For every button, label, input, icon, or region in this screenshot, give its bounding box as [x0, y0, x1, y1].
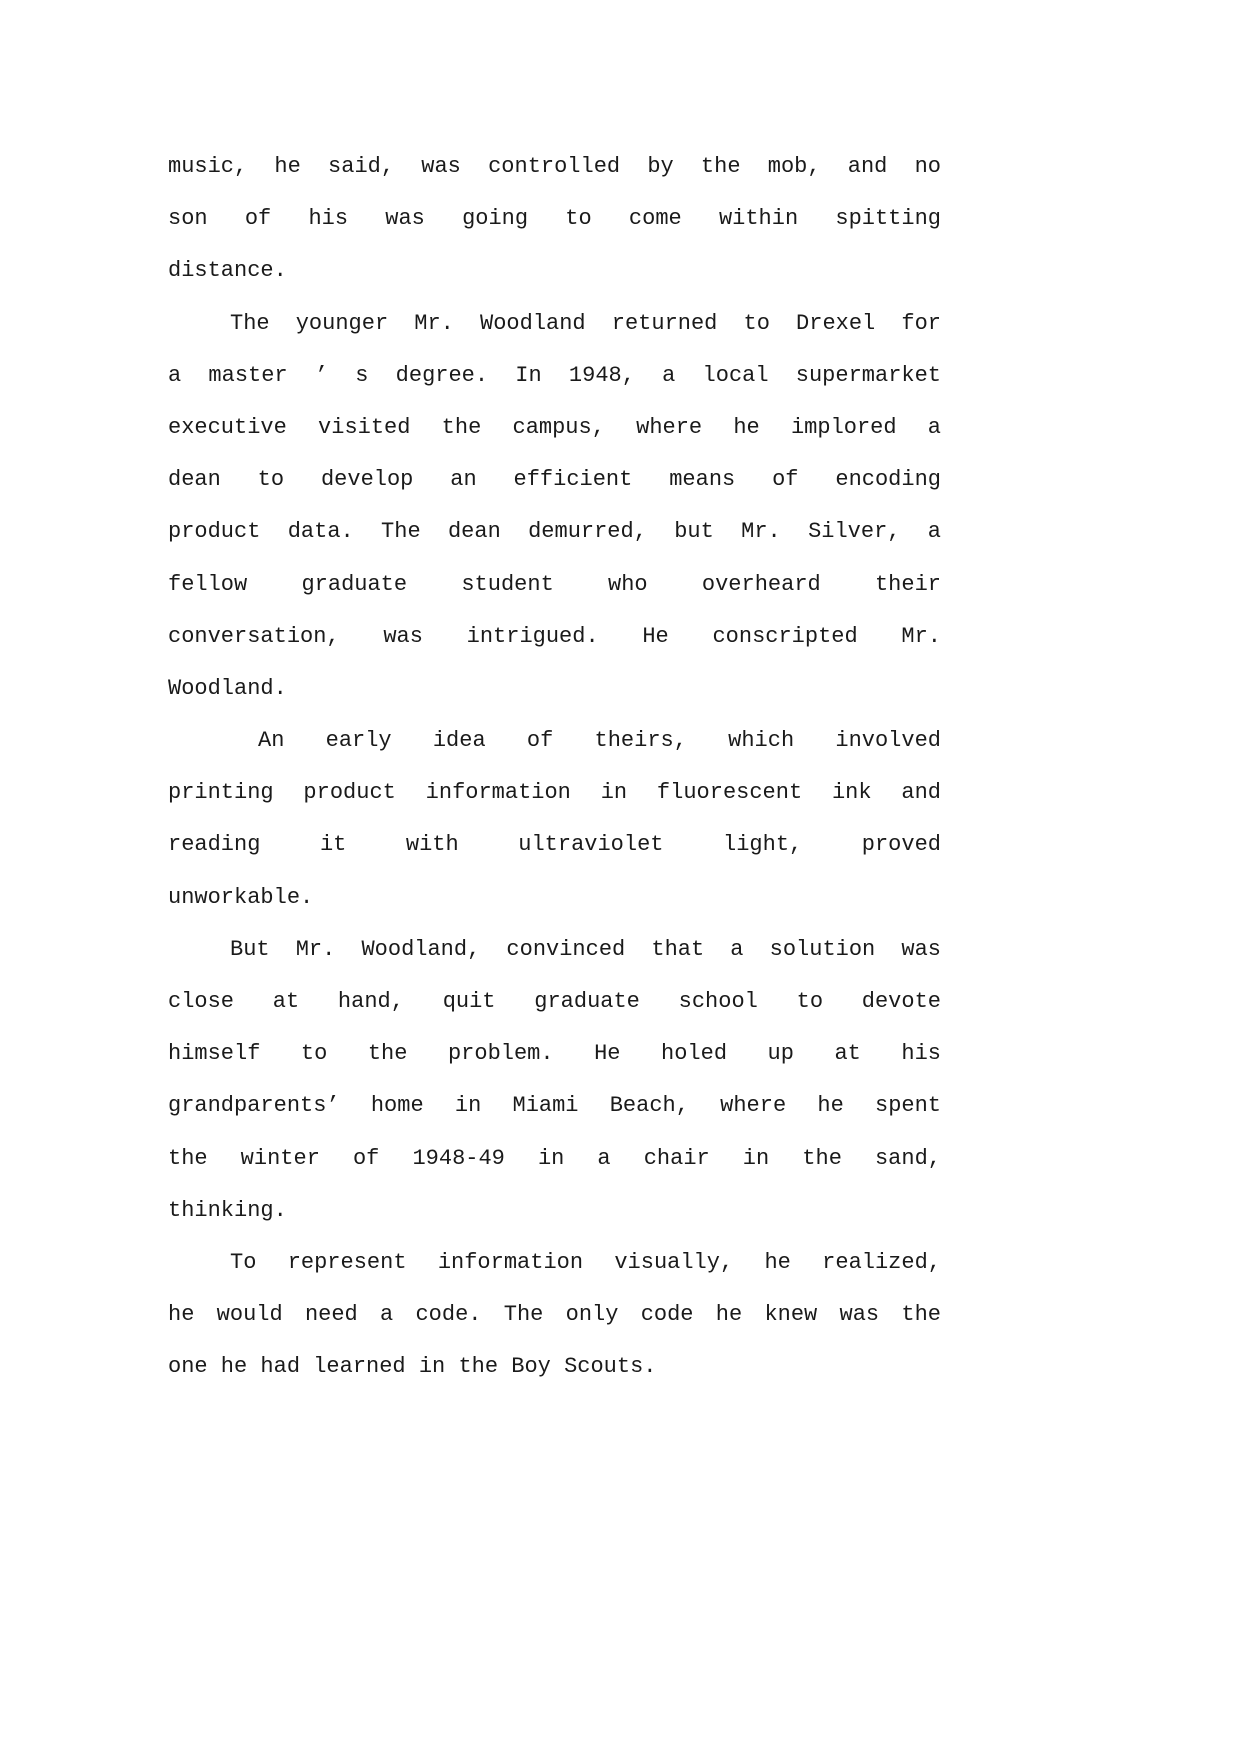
text-line: An early idea of theirs, which involved — [258, 728, 941, 754]
text-line: The younger Mr. Woodland returned to Drexel for — [230, 310, 941, 336]
text-line: himself to the problem. He holed up at his — [168, 1041, 941, 1067]
paragraph — [168, 141, 941, 298]
text-line: a master ’ s degree. In 1948, a local supermarket — [168, 362, 941, 388]
text-line: he would need a code. The only code he knew was the — [168, 1302, 941, 1328]
text-line: the winter of 1948-49 in a chair in the sand, — [168, 1145, 941, 1171]
paragraph — [168, 924, 941, 1237]
text-line: To represent information visually, he realized, — [230, 1249, 941, 1275]
text-line: grandparents’ home in Miami Beach, where he spent — [168, 1093, 941, 1119]
text-line: distance. — [168, 258, 287, 284]
text-line: music, he said, was controlled by the mob, and no — [168, 154, 941, 179]
text-line: dean to develop an efficient means of encoding — [168, 467, 941, 493]
text-line: one he had learned in the Boy Scouts. — [168, 1354, 657, 1380]
text-line: fellow graduate student who overheard their — [168, 571, 941, 597]
document-body — [168, 141, 941, 1394]
text-line: unworkable. — [168, 884, 314, 910]
text-line: thinking. — [168, 1197, 287, 1223]
text-line: printing product information in fluorescent ink and — [168, 780, 941, 806]
text-line: close at hand, quit graduate school to devote — [168, 989, 941, 1014]
text-line: Woodland. — [168, 675, 287, 701]
paragraph — [168, 715, 941, 924]
text-line: son of his was going to come within spitting — [168, 206, 941, 232]
text-line: reading it with ultraviolet light, proved — [168, 832, 941, 858]
text-line: conversation, was intrigued. He conscripted Mr. — [168, 623, 941, 649]
text-line: executive visited the campus, where he implored a — [168, 414, 941, 440]
paragraph — [168, 1237, 941, 1394]
paragraph — [168, 298, 941, 716]
text-line: But Mr. Woodland, convinced that a solution was — [230, 936, 941, 962]
text-line: product data. The dean demurred, but Mr. Silver, a — [168, 519, 941, 545]
